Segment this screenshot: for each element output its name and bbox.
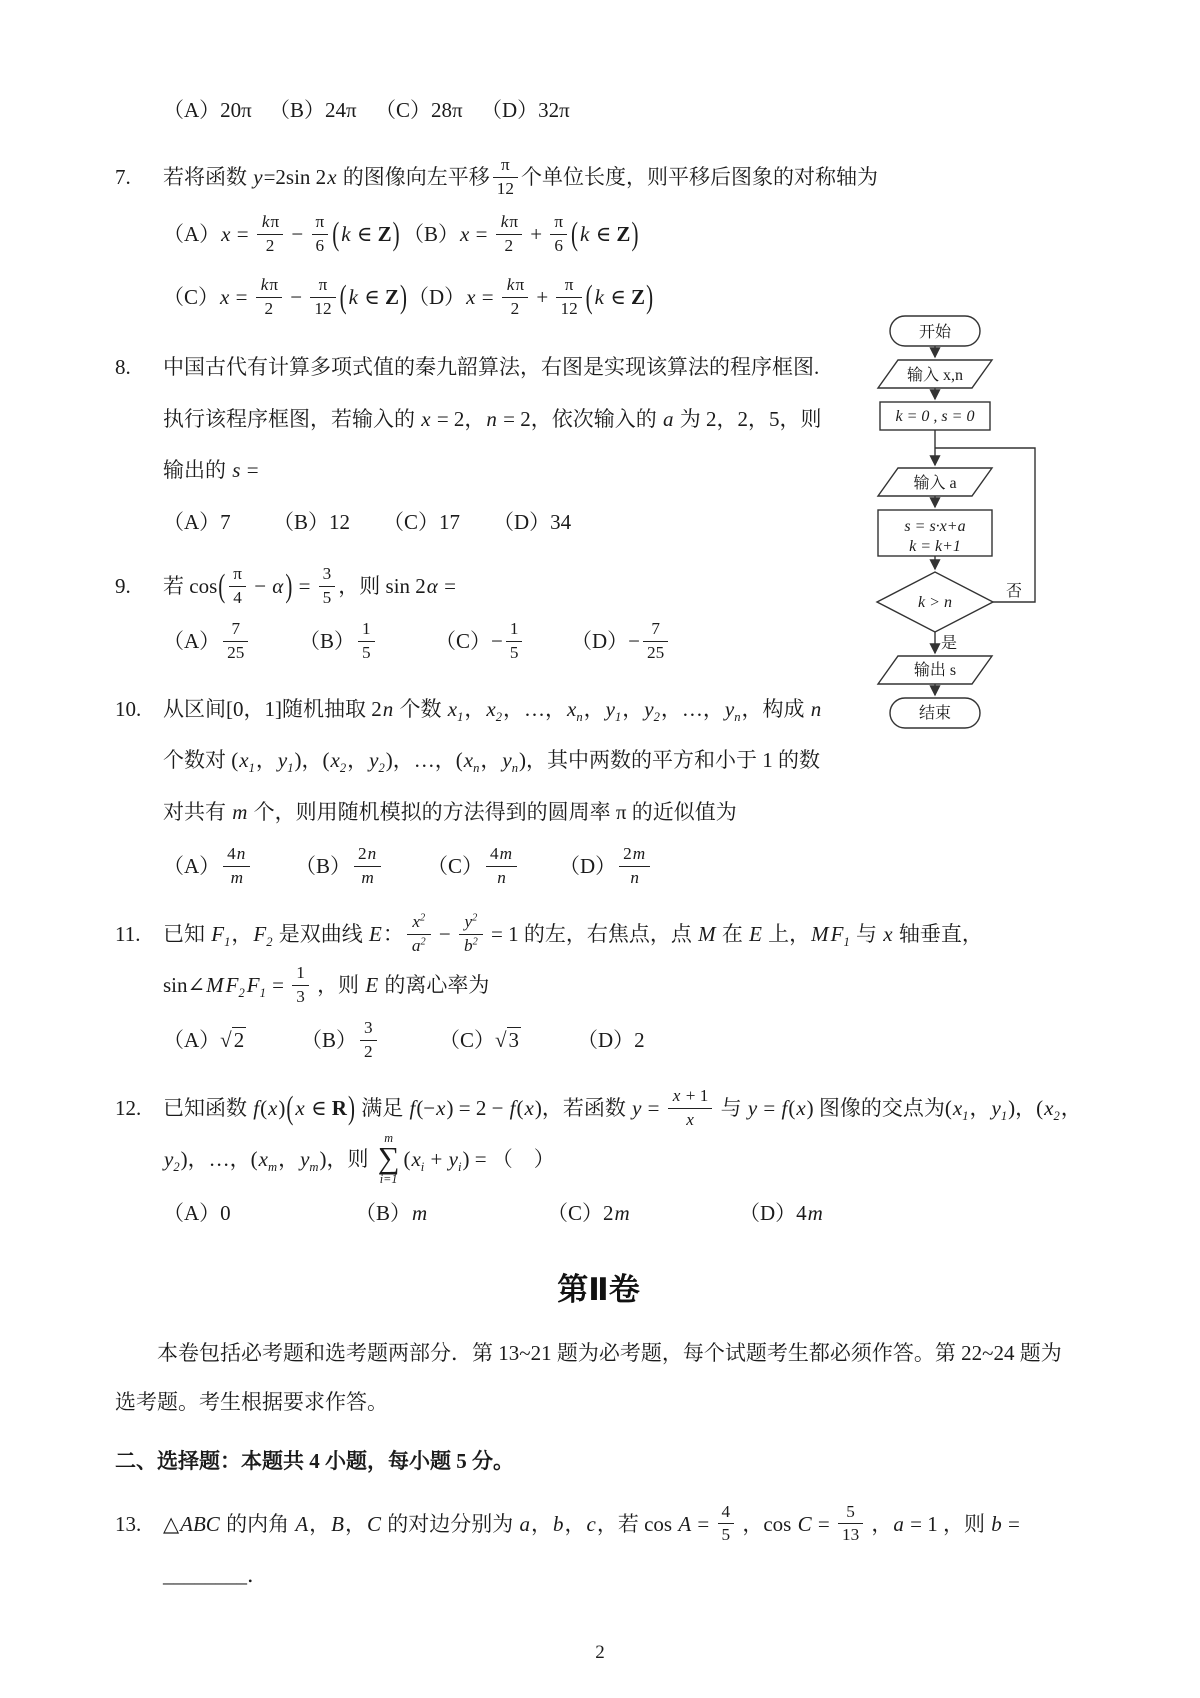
question-13 (115, 1499, 1082, 1602)
flow-cond-label: k > n (918, 594, 952, 611)
q12-option-b: （B）m (355, 1201, 428, 1226)
q11-option-d: （D）2 (577, 1028, 645, 1053)
flow-start-label: 开始 (918, 324, 952, 341)
q8-option-b: （B）12 (273, 509, 351, 534)
question-11-number: 11. (115, 921, 141, 946)
question-9-number: 9. (115, 574, 131, 599)
q6-option-d: （D）32π (481, 98, 570, 122)
q6-option-c: （C）28π (375, 98, 463, 122)
q6-option-a: （A）20π (163, 98, 252, 122)
question-7-stem: 若将函数 y=2sin 2x 的图像向左平移 $\frac{\pi}{12}$ 个单位长度，则平移后图象的对称轴为 (163, 155, 878, 198)
q9-option-b: （B） $\frac{1}{5}$ (299, 616, 435, 667)
q8-option-d: （D）34 (493, 509, 572, 534)
question-10-number: 10. (115, 696, 142, 721)
q7-option-c: （C）x = $\frac{k\pi}{2}$ − $\frac{\pi}{12}$ (k ∈ Z) (163, 275, 407, 318)
q10-option-b: （B） $\frac{2n}{m}$ (295, 841, 427, 892)
page-number: 2 (595, 1642, 605, 1663)
q9-option-a: （A） $\frac{7}{25}$ (163, 616, 299, 667)
q7-option-a: （A）x = $\frac{k\pi}{2}$ − $\frac{\pi}{6}$ (k ∈ Z) (163, 212, 400, 255)
q10-option-a: （A） $\frac{4n}{m}$ (163, 841, 295, 892)
question-13-number: 13. (115, 1511, 142, 1536)
question-8-number: 8. (115, 355, 131, 380)
q9-option-c: （C）− $\frac{1}{5}$ (435, 616, 571, 667)
q7-option-d: （D）x = $\frac{k\pi}{2}$ + $\frac{\pi}{12}$ (k ∈ Z) (407, 275, 654, 318)
question-8-options-row (163, 497, 839, 548)
question-7-number: 7. (115, 165, 131, 189)
q10-option-c: （C） $\frac{4m}{n}$ (427, 841, 559, 892)
section-2-subhead: 二、选择题：本题共 4 小题，每小题 5 分。 (115, 1449, 514, 1474)
flow-no-label: 否 (1005, 583, 1023, 600)
q6-option-b: （B）24π (269, 98, 357, 122)
q8-option-a: （A）7 (163, 509, 231, 534)
flow-init-label: k = 0 , s = 0 (895, 408, 975, 425)
flow-yes-label: 是 (940, 635, 958, 652)
question-12 (115, 1083, 1082, 1240)
question-11-options-row (163, 1012, 1082, 1070)
q11-option-c: （C）√3 (439, 1028, 520, 1053)
question-7-options-row-1 (163, 203, 1082, 266)
q10-option-d: （D） $\frac{2m}{n}$ (559, 841, 691, 892)
question-9-stem: 若 cos( $\frac{\pi}{4}$ − α) = $\frac{3}{5}$ ，则 sin 2α = (163, 564, 456, 607)
flow-input-xn-label: 输入 x,n (906, 367, 964, 384)
question-12-number: 12. (115, 1095, 142, 1120)
flow-end-label: 结束 (918, 705, 952, 722)
q9-option-d: （D）− $\frac{7}{25}$ (571, 616, 707, 667)
part-2-intro: 本卷包括必考题和选考题两部分．第 13~21 题为必考题，每个试题考生都必须作答。第 22~24 题为选考题。考生根据要求作答。 (115, 1340, 1062, 1414)
flow-input-a-label: 输入 a (913, 475, 957, 492)
question-12-options-row (163, 1188, 1082, 1239)
flow-step2-label: k = k+1 (909, 538, 961, 555)
q7-option-b: （B）x = $\frac{k\pi}{2}$ + $\frac{\pi}{6}$ (k ∈ Z) (403, 212, 639, 255)
q11-option-a: （A）√2 (163, 1028, 245, 1053)
q12-option-d: （D）4m (739, 1201, 823, 1226)
part-2-title: 第Ⅱ卷 (557, 1271, 640, 1307)
question-11-stem: 已知 $F_1$，$F_2$ 是双曲线 E： $\frac{x^2}{a^2}$ − $\frac{y^2}{b^2}$ = 1 的左，右焦点，点 M 在 E 上，$MF_1$ 与 x 轴垂直，$\sin\angle MF_2F_1$ = $\frac{1}{3}$ ，则 E 的离心率为 (163, 911, 983, 1007)
flowchart (850, 310, 1060, 740)
question-7 (115, 152, 1082, 329)
q12-option-a: （A）0 (163, 1201, 231, 1226)
question-8-stem: 中国古代有计算多项式值的秦九韶算法，右图是实现该算法的程序框图.执行该程序框图，若输入的 x = 2，n = 2，依次输入的 a 为 2，2，5，则输出的 s = (163, 355, 822, 483)
flowchart-svg (850, 310, 1060, 740)
question-9-options-row (163, 613, 839, 671)
q8-option-c: （C）17 (383, 509, 461, 534)
question-12-stem: 已知函数 f(x)(x ∈ R) 满足 f(−x) = 2 − f(x)，若函数 y = $\frac{x + 1}{x}$ 与 y = f(x) 图像的交点为($x_1$，$y_1$)，($x_2$，$y_2$)，…，($x_m$，$y_m$)，则 m ∑ i=1 $(x_i + y_i)$ = （ ） (163, 1085, 1082, 1186)
q12-option-c: （C）2m (547, 1201, 630, 1226)
question-10-options-row (163, 838, 839, 896)
flow-step1-label: s = s·x+a (904, 518, 966, 535)
q11-option-b: （B） $\frac{3}{2}$ (301, 1015, 439, 1066)
question-11 (115, 909, 1082, 1070)
flow-output-label: 输出 s (913, 662, 957, 679)
question-10-stem: 从区间[0，1]随机抽取 2n 个数 $x_1$，$x_2$，…，$x_n$，$y_1$，$y_2$，…，$y_n$，构成 n 个数对 ($x_1$，$y_1$)，($x_2$，$y_2$)，…，($x_n$，$y_n$)，其中两数的平方和小于 1 的数对共有 m 个，则用随机模拟的方法得到的圆周率 π 的近似值为 (163, 696, 822, 824)
question-6-options-row (163, 86, 1082, 132)
question-13-stem: △ABC 的内角 A，B，C 的对边分别为 a，b，c，若 cos A = $\frac{4}{5}$ ，cos C = $\frac{5}{13}$ ，a = 1 ，则 b = ________． (163, 1501, 1020, 1587)
